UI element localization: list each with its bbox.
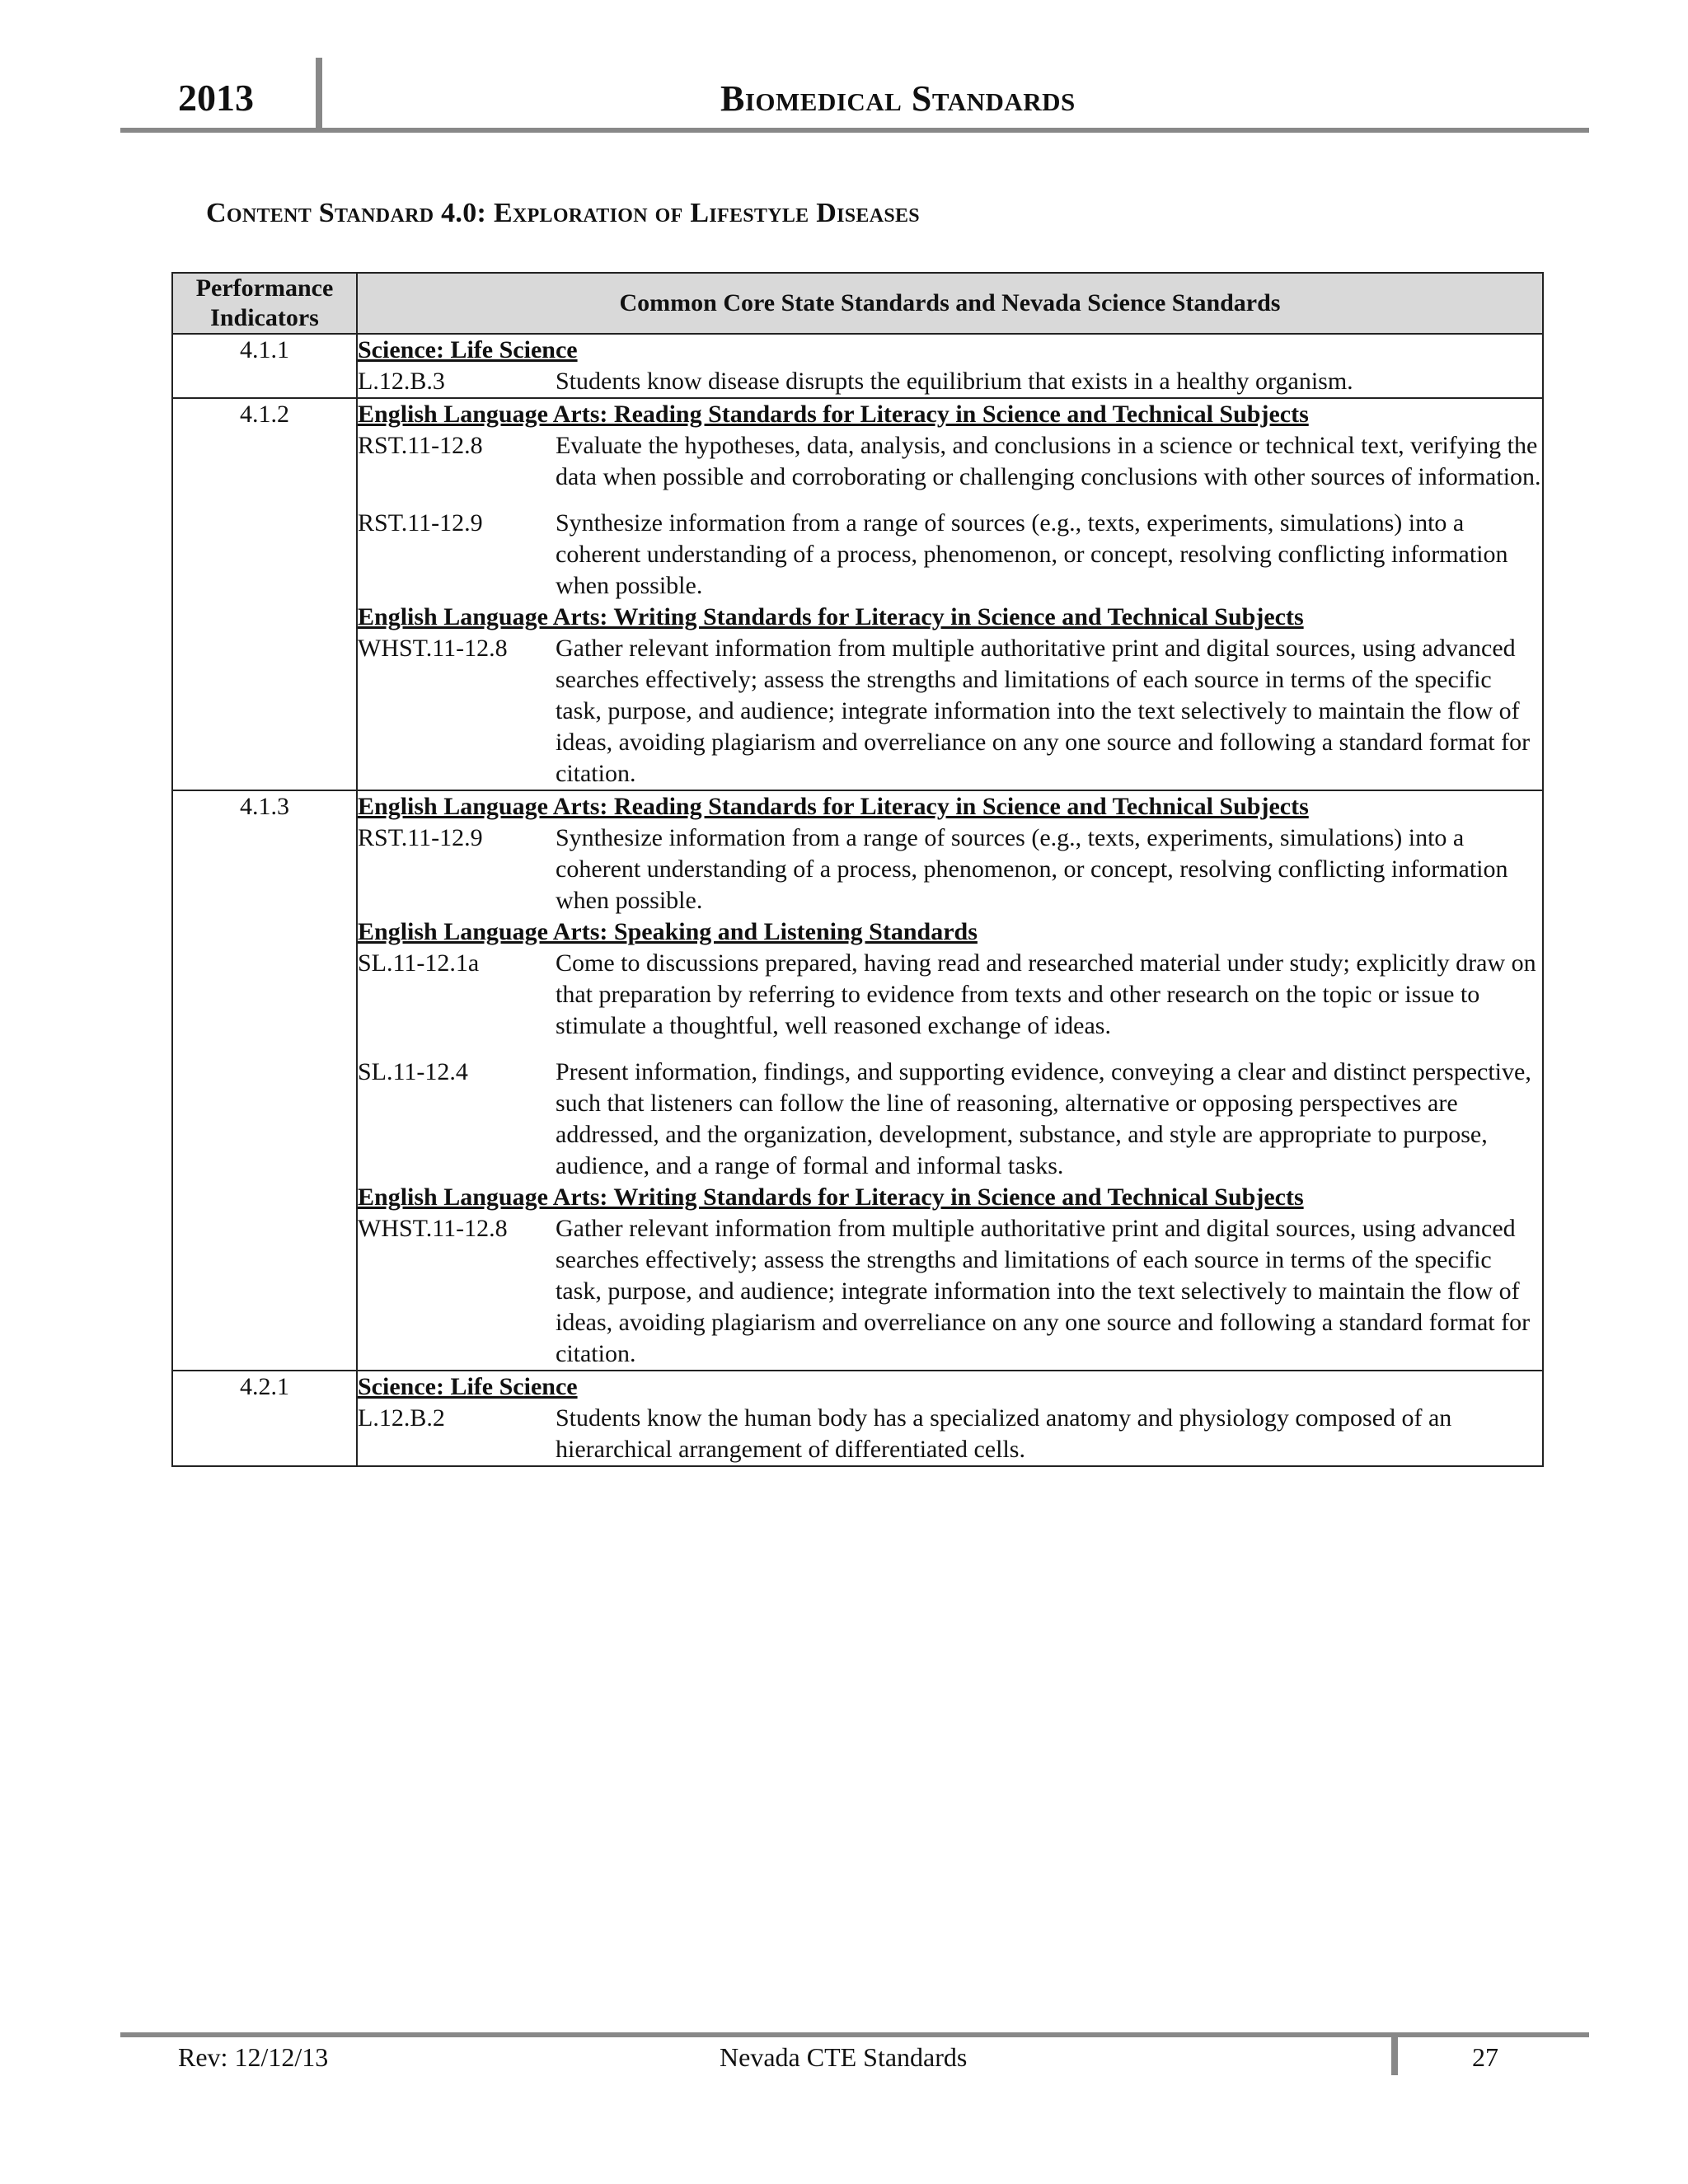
standard-description: Synthesize information from a range of sources (e.g., texts, experiments, simulations) into a coherent understanding of a process, phenomenon, or concept, resolving conflicting information when possible. (556, 509, 1508, 599)
standards-table (171, 272, 1544, 1467)
standard-group-heading: Science: Life Science (358, 336, 578, 363)
standards-cell (357, 1371, 1543, 1466)
header-title: Biomedical Standards (720, 78, 1076, 119)
standards-cell (357, 790, 1543, 1371)
standard-code: WHST.11-12.8 (358, 635, 508, 662)
performance-indicator: 4.1.2 (172, 398, 357, 790)
table-header-row (172, 273, 1543, 334)
header-rule (120, 128, 1589, 133)
standard-entry (358, 1057, 1542, 1182)
standards-cell (357, 398, 1543, 790)
standard-code: RST.11-12.9 (358, 824, 483, 851)
standard-description: Students know the human body has a specialized anatomy and physiology composed of an hierarchical arrangement of differentiated cells. (556, 1404, 1452, 1463)
standard-entry (358, 508, 1542, 602)
standard-code: SL.11-12.4 (358, 1058, 468, 1085)
standard-entry (358, 430, 1542, 493)
standard-description: Gather relevant information from multiple authoritative print and digital sources, using advanced searches effectively; assess the strengths and limitations of each source in terms of the specific task, purpose, and audience; integrate information into the text selectively to maintain the flow of ideas, avoiding plagiarism and overreliance on any one source and following a standard format for citation. (556, 1215, 1531, 1367)
footer-title: Nevada CTE Standards (720, 2042, 968, 2072)
standard-code: RST.11-12.8 (358, 432, 483, 459)
standard-group-heading: English Language Arts: Reading Standards for Literacy in Science and Technical Subjects (358, 793, 1309, 820)
table-row (172, 398, 1543, 790)
table-row (172, 1371, 1543, 1466)
standard-code: L.12.B.3 (358, 368, 445, 395)
footer-revision: Rev: 12/12/13 (178, 2042, 329, 2072)
standard-description: Evaluate the hypotheses, data, analysis, and conclusions in a science or technical text, verifying the data when possible and corroborating or challenging conclusions with other sources of information. (556, 432, 1541, 490)
column-header-standards: Common Core State Standards and Nevada Science Standards (357, 273, 1543, 334)
header-year: 2013 (178, 77, 254, 119)
standard-group-heading: Science: Life Science (358, 1373, 578, 1400)
standard-code: SL.11-12.1a (358, 949, 480, 977)
performance-indicator: 4.2.1 (172, 1371, 357, 1466)
standard-group-heading: English Language Arts: Reading Standards for Literacy in Science and Technical Subjects (358, 401, 1309, 428)
page-header (120, 58, 1589, 130)
table-body (172, 334, 1543, 1466)
standard-group-heading: English Language Arts: Speaking and Listening Standards (358, 918, 978, 945)
page-number: 27 (1472, 2042, 1498, 2072)
standard-description: Students know disease disrupts the equilibrium that exists in a healthy organism. (556, 368, 1353, 395)
standard-description: Gather relevant information from multiple authoritative print and digital sources, using advanced searches effectively; assess the strengths and limitations of each source in terms of the specific task, purpose, and audience; integrate information into the text selectively to maintain the flow of ideas, avoiding plagiarism and overreliance on any one source and following a standard format for citation. (556, 635, 1531, 787)
standard-code: L.12.B.2 (358, 1404, 445, 1432)
footer-divider (1391, 2037, 1398, 2075)
standard-entry (358, 1213, 1542, 1370)
standards-cell (357, 334, 1543, 398)
performance-indicator: 4.1.1 (172, 334, 357, 398)
standard-group-heading: English Language Arts: Writing Standards for Literacy in Science and Technical Subjects (358, 603, 1304, 630)
standard-entry (358, 823, 1542, 916)
standard-entry (358, 366, 1542, 397)
page-footer (120, 2037, 1589, 2075)
table-row (172, 790, 1543, 1371)
standard-code: RST.11-12.9 (358, 509, 483, 537)
standard-code: WHST.11-12.8 (358, 1215, 508, 1242)
section-title: Content Standard 4.0: Exploration of Lifestyle Diseases (206, 198, 920, 228)
standard-description: Synthesize information from a range of sources (e.g., texts, experiments, simulations) into a coherent understanding of a process, phenomenon, or concept, resolving conflicting information when possible. (556, 824, 1508, 914)
standard-group-heading: English Language Arts: Writing Standards for Literacy in Science and Technical Subjects (358, 1183, 1304, 1211)
standard-description: Come to discussions prepared, having read and researched material under study; explicitly draw on that preparation by referring to evidence from texts and other research on the topic or issue to stimulate a thoughtful, well reasoned exchange of ideas. (556, 949, 1536, 1039)
standard-entry (358, 1403, 1542, 1465)
standard-entry (358, 948, 1542, 1042)
header-divider (316, 58, 322, 130)
performance-indicator: 4.1.3 (172, 790, 357, 1371)
table-row (172, 334, 1543, 398)
standard-description: Present information, findings, and supporting evidence, conveying a clear and distinct perspective, such that listeners can follow the line of reasoning, alternative or opposing perspectives are addressed, and the organization, development, substance, and style are appropriate to purpose, audience, and a range of formal and informal tasks. (556, 1058, 1531, 1179)
column-header-indicators: Performance Indicators (172, 273, 357, 334)
standard-entry (358, 633, 1542, 790)
